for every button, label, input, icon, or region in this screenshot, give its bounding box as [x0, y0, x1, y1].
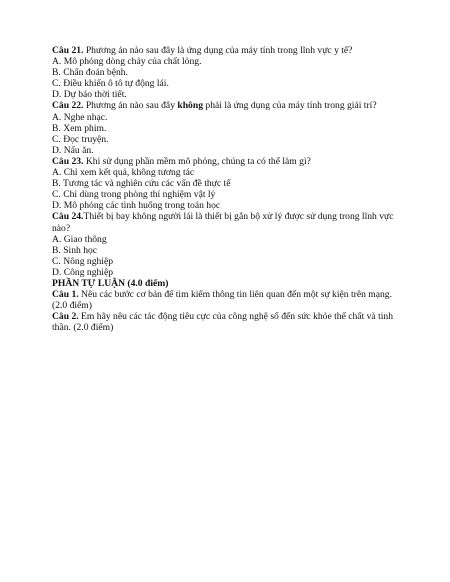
option-c: C. Đọc truyện. [52, 133, 109, 145]
question-emphasis: không [177, 100, 203, 112]
option-c: C. Điều khiển ô tô tự động lái. [52, 78, 169, 90]
question-label: Câu 22. [52, 100, 84, 112]
essay-heading: PHẦN TỰ LUẬN (4.0 điểm) [52, 277, 169, 289]
question-text-end: phải là ứng dụng của máy tính trong giải trí? [203, 100, 377, 112]
question-text: Phương án nào sau đây là ứng dụng của máy tính trong lĩnh vực y tế? [83, 45, 353, 56]
question-23 [52, 156, 402, 211]
question-stem [52, 45, 402, 56]
option-d: D. Mô phỏng các tình huống trong toán học [52, 200, 221, 212]
essay-label: Câu 2. [52, 311, 79, 323]
option-a: A. Chỉ xem kết quả, không tương tác [52, 167, 195, 179]
option-b: B. Sinh học [52, 244, 98, 256]
question-24 [52, 211, 402, 278]
option-a: A. Mô phỏng dòng chảy của chất lỏng. [52, 56, 202, 68]
question-22 [52, 100, 402, 155]
essay-question-2 [52, 311, 402, 333]
option-d: D. Nấu ăn. [52, 144, 94, 156]
option-d: D. Công nghiệp [52, 266, 114, 278]
option-b: B. Tương tác và nghiên cứu các vấn đề thực tế [52, 178, 231, 190]
question-text: Khi sử dụng phần mềm mô phỏng, chúng ta có thể làm gì? [83, 155, 311, 167]
question-text: Thiết bị bay không người lái là thiết bị gắn bộ xử lý được sử dụng trong lĩnh vực nào? [52, 211, 394, 234]
option-c: C. Chỉ dùng trong phòng thí nghiệm vật lý [52, 189, 216, 201]
essay-section [52, 278, 402, 333]
question-label: Câu 23. [52, 155, 84, 167]
exam-page [52, 45, 402, 333]
question-label: Câu 24. [52, 211, 84, 223]
question-stem [52, 211, 402, 233]
essay-question-1 [52, 289, 402, 311]
option-c: C. Nông nghiệp [52, 255, 114, 267]
essay-text: Em hãy nêu các tác động tiêu cực của công nghệ số đến sức khỏe thể chất và tinh thần. (2.0 điểm) [52, 311, 394, 334]
question-text: Phương án nào sau đây [83, 100, 178, 112]
question-stem [52, 156, 402, 167]
question-stem [52, 100, 402, 111]
option-a: A. Nghe nhạc. [52, 111, 108, 123]
essay-text: Nêu các bước cơ bản để tìm kiếm thông tin liên quan đến một sự kiện trên mạng. (2.0 điểm) [52, 289, 392, 312]
option-d: D. Dự báo thời tiết. [52, 89, 127, 101]
essay-label: Câu 1. [52, 289, 79, 301]
option-b: B. Chẩn đoán bệnh. [52, 67, 128, 79]
question-label: Câu 21. [52, 45, 84, 56]
option-b: B. Xem phim. [52, 122, 107, 134]
option-a: A. Giao thông [52, 233, 107, 245]
question-21 [52, 45, 402, 100]
